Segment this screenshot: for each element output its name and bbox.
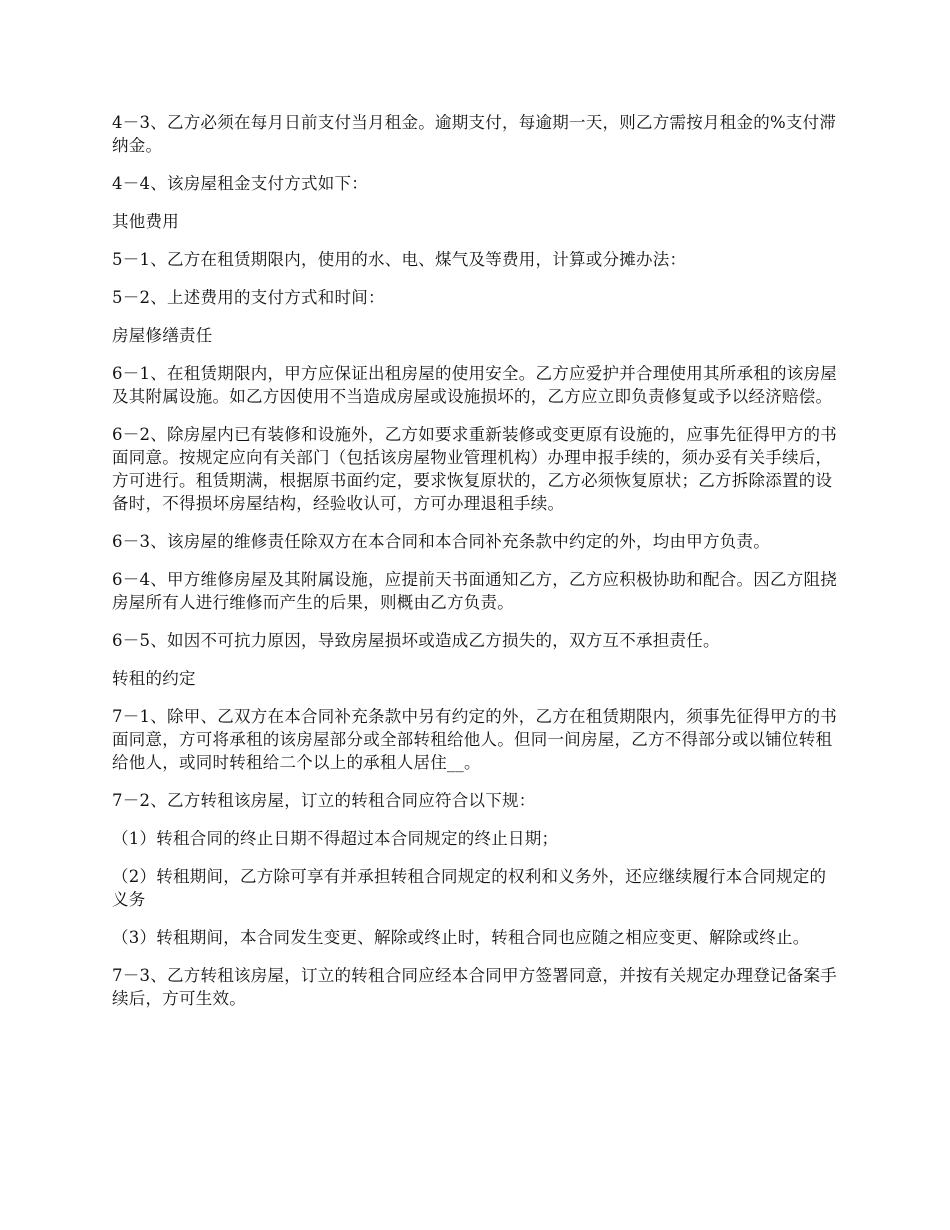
paragraph-7-1: 7－1、除甲、乙双方在本合同补充条款中另有约定的外，乙方在租赁期限内，须事先征得甲方的书面同意，方可将承租的该房屋部分或全部转租给他人。但同一间房屋，乙方不得部分或以铺位转租给他人，或同时转租给二个以上的承租人居住__。 xyxy=(112,707,837,772)
list-item-1: （1）转租合同的终止日期不得超过本合同规定的终止日期； xyxy=(112,829,559,848)
section-heading-sublease: 转租的约定 xyxy=(112,669,196,688)
paragraph-7-2: 7－2、乙方转租该房屋，订立的转租合同应符合以下规： xyxy=(112,791,536,810)
section-heading-other-fees: 其他费用 xyxy=(112,212,179,231)
paragraph-5-2: 5－2、上述费用的支付方式和时间： xyxy=(112,288,385,307)
document-body xyxy=(112,111,840,1025)
paragraph-6-5: 6－5、如因不可抗力原因，导致房屋损坏或造成乙方损失的，双方互不承担责任。 xyxy=(112,631,720,650)
paragraph-6-3: 6－3、该房屋的维修责任除双方在本合同和本合同补充条款中约定的外，均由甲方负责。 xyxy=(112,532,770,551)
section-heading-repair-responsibility: 房屋修缮责任 xyxy=(112,326,213,345)
paragraph-6-4: 6－4、甲方维修房屋及其附属设施，应提前天书面通知乙方，乙方应积极协助和配合。因乙方阻挠房屋所有人进行维修而产生的后果，则概由乙方负责。 xyxy=(112,570,837,612)
paragraph-6-2: 6－2、除房屋内已有装修和设施外，乙方如要求重新装修或变更原有设施的，应事先征得甲方的书面同意。按规定应向有关部门（包括该房屋物业管理机构）办理申报手续的，须办妥有关手续后，方可进行。租赁期满，根据原书面约定，要求恢复原状的，乙方必须恢复原状；乙方拆除添置的设备时，不得损坏房屋结构，经验收认可，方可办理退租手续。 xyxy=(112,425,837,513)
list-item-3: （3）转租期间，本合同发生变更、解除或终止时，转租合同也应随之相应变更、解除或终止。 xyxy=(112,928,810,947)
paragraph-4-3: 4－3、乙方必须在每月日前支付当月租金。逾期支付，每逾期一天，则乙方需按月租金的%支付滞纳金。 xyxy=(112,113,837,155)
list-item-2: （2）转租期间，乙方除可享有并承担转租合同规定的权利和义务外，还应继续履行本合同规定的义务 xyxy=(112,867,827,909)
paragraph-6-1: 6－1、在租赁期限内，甲方应保证出租房屋的使用安全。乙方应爱护并合理使用其所承租的该房屋及其附属设施。如乙方因使用不当造成房屋或设施损坏的，乙方应立即负责修复或予以经济赔偿。 xyxy=(112,364,837,406)
paragraph-5-1: 5－1、乙方在租赁期限内，使用的水、电、煤气及等费用，计算或分摊办法： xyxy=(112,250,687,269)
paragraph-4-4: 4－4、该房屋租金支付方式如下： xyxy=(112,174,368,193)
paragraph-7-3: 7－3、乙方转租该房屋，订立的转租合同应经本合同甲方签署同意，并按有关规定办理登记备案手续后，方可生效。 xyxy=(112,966,837,1008)
